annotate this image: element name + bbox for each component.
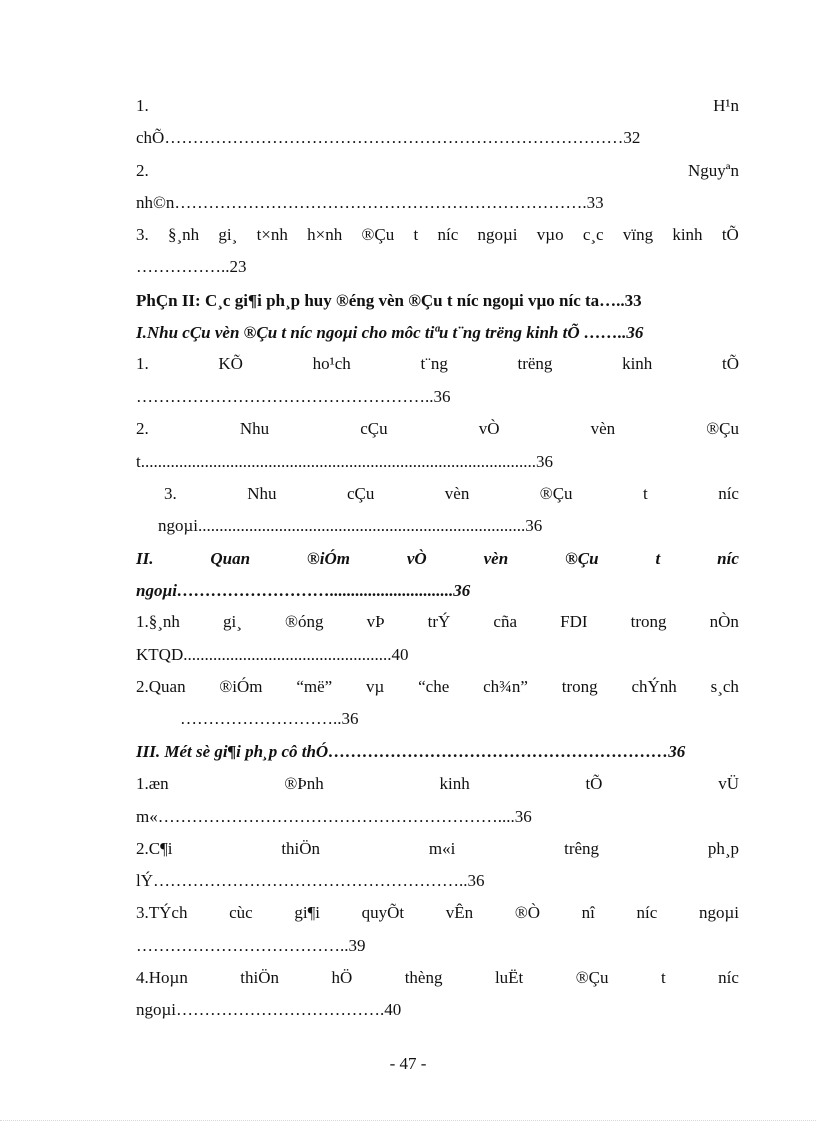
- toc-line: [136, 127, 739, 149]
- toc-line: [136, 902, 739, 924]
- toc-word: trong: [561, 677, 598, 696]
- toc-word: tÕ: [721, 354, 739, 373]
- toc-word: 2.: [136, 419, 149, 438]
- toc-word: nh©n……………………………………………………………….33: [136, 193, 604, 212]
- toc-word: gi¶i: [294, 903, 320, 922]
- toc-word: ®óng: [285, 612, 324, 631]
- toc-word: t: [655, 549, 661, 568]
- toc-word: gi¸: [223, 612, 242, 631]
- toc-word: kinh: [672, 225, 703, 244]
- toc-word: ngoµi: [698, 903, 739, 922]
- toc-word: Nhu: [239, 419, 270, 438]
- toc-line: [164, 483, 739, 505]
- toc-word: níc: [437, 225, 459, 244]
- toc-word: t: [643, 484, 648, 503]
- toc-word: ……………..23: [136, 257, 247, 276]
- toc-line: [136, 224, 739, 246]
- toc-word: thèng: [404, 968, 443, 987]
- toc-word: KTQD.................................................40: [136, 645, 409, 664]
- toc-word: 3.TÝch: [136, 903, 188, 922]
- toc-line: [158, 515, 739, 537]
- toc-word: nÒn: [709, 612, 739, 631]
- toc-word: níc: [636, 903, 658, 922]
- toc-line: [136, 611, 739, 633]
- toc-word: thiÖn: [281, 839, 321, 858]
- toc-line: [136, 741, 739, 763]
- toc-word: ®Çu: [565, 549, 599, 568]
- toc-word: Nguyªn: [688, 161, 739, 180]
- toc-word: vÊn: [445, 903, 474, 922]
- toc-word: luËt: [494, 968, 524, 987]
- toc-line: [136, 451, 739, 473]
- toc-word: h×nh: [307, 225, 343, 244]
- page-bottom-rule: [0, 1120, 816, 1121]
- toc-word: t: [413, 225, 419, 244]
- toc-word: m«……………………………………………………....36: [136, 807, 532, 826]
- toc-line: [136, 353, 739, 375]
- toc-line: [136, 386, 739, 408]
- toc-word: trëng: [517, 354, 553, 373]
- toc-word: vèn: [590, 419, 616, 438]
- toc-word: ®Þnh: [284, 774, 324, 793]
- toc-line: [136, 580, 739, 602]
- toc-word: cña: [493, 612, 518, 631]
- toc-line: [136, 773, 739, 795]
- toc-word: III. Mét sè gi¶i ph¸p cô thÓ……………………………………………………36: [136, 742, 686, 761]
- toc-line: [136, 95, 739, 117]
- toc-word: Quan: [210, 549, 251, 568]
- toc-word: ngoµi……………………….............................36: [136, 581, 471, 600]
- toc-line: [136, 935, 739, 957]
- toc-word: 3.: [164, 484, 177, 503]
- toc-word: II.: [136, 549, 154, 568]
- toc-word: lÝ………………………………………………..36: [136, 871, 485, 890]
- toc-word: ®Çu: [575, 968, 609, 987]
- toc-word: ®Ò: [514, 903, 541, 922]
- page-number: - 47 -: [389, 1054, 427, 1073]
- toc-word: vèn: [483, 549, 509, 568]
- toc-word: tÕ: [721, 225, 739, 244]
- toc-word: chÕ………………………………………………………………………32: [136, 128, 641, 147]
- toc-line: [136, 999, 739, 1021]
- toc-word: thiÖn: [240, 968, 280, 987]
- toc-word: ®Çu: [539, 484, 573, 503]
- toc-word: chÝnh: [631, 677, 677, 696]
- toc-word: H¹n: [713, 96, 739, 115]
- toc-word: níc: [718, 968, 739, 987]
- toc-word: ………………………………..39: [136, 936, 366, 955]
- toc-word: “che: [418, 677, 450, 696]
- toc-word: vµ: [366, 677, 385, 696]
- toc-word: 4.Hoµn: [136, 968, 188, 987]
- toc-word: cùc: [229, 903, 253, 922]
- toc-line: [180, 708, 739, 730]
- toc-word: KÕ: [218, 354, 243, 373]
- toc-word: ®iÓm: [307, 549, 350, 568]
- toc-word: I.Nhu cÇu vèn ®Çu t níc ngoµi cho môc tiªu t¨ng trëng kinh tÕ ……..36: [136, 323, 644, 342]
- toc-word: níc: [718, 484, 739, 503]
- toc-word: ngoµi……………………………….40: [136, 1000, 402, 1020]
- toc-word: kinh: [622, 354, 653, 373]
- toc-word: trÝ: [427, 612, 451, 631]
- toc-word: ngoµi.............................................................................36: [158, 516, 543, 535]
- toc-word: Nhu: [247, 484, 277, 503]
- toc-word: t: [660, 968, 666, 987]
- toc-word: “më”: [296, 677, 333, 696]
- toc-word: vïng: [622, 225, 654, 244]
- toc-word: ……………………………………………..36: [136, 387, 451, 406]
- toc-word: 1.§¸nh: [136, 612, 180, 631]
- toc-word: gi¸: [218, 225, 238, 244]
- toc-word: trong: [630, 612, 667, 631]
- toc-line: [136, 548, 739, 570]
- toc-word: 1.æn: [136, 774, 169, 793]
- toc-word: níc: [717, 549, 739, 568]
- toc-word: 3.: [136, 225, 149, 244]
- toc-word: ®iÓm: [219, 677, 263, 696]
- toc-word: kinh: [439, 774, 470, 793]
- toc-word: ®Çu: [706, 419, 739, 438]
- toc-word: ph¸p: [707, 839, 739, 858]
- toc-line: [136, 676, 739, 698]
- toc-line: [136, 322, 739, 344]
- toc-word: 2.Quan: [136, 677, 186, 696]
- toc-word: vÜ: [718, 774, 739, 793]
- toc-word: §¸nh: [168, 225, 200, 244]
- toc-line: [136, 418, 739, 440]
- toc-word: ………………………..36: [180, 709, 359, 728]
- toc-word: hÖ: [331, 968, 353, 987]
- toc-word: 2.: [136, 161, 149, 180]
- toc-line: [136, 256, 739, 278]
- toc-word: FDI: [560, 612, 588, 631]
- toc-word: s¸ch: [710, 677, 739, 696]
- toc-line: [136, 967, 739, 989]
- toc-word: cÇu: [360, 419, 388, 438]
- toc-line: [136, 290, 739, 312]
- toc-word: cÇu: [346, 484, 375, 503]
- toc-word: t.............................................................................................36: [136, 452, 553, 471]
- toc-word: ngoµi: [477, 225, 518, 244]
- toc-word: PhÇn II: C¸c gi¶i ph¸p huy ®éng vèn ®Çu t níc ngoµi vµo níc ta…..33: [136, 291, 642, 310]
- toc-word: t×nh: [256, 225, 288, 244]
- toc-word: vÒ: [406, 549, 427, 568]
- toc-word: 1.: [136, 354, 149, 373]
- toc-word: vÞ: [366, 612, 385, 631]
- toc-word: 2.C¶i: [136, 839, 173, 858]
- toc-word: quyÕt: [361, 903, 405, 922]
- toc-word: trêng: [564, 839, 600, 858]
- toc-word: ®Çu: [361, 225, 395, 244]
- toc-word: c¸c: [582, 225, 604, 244]
- toc-word: ho¹ch: [312, 354, 351, 373]
- toc-word: vèn: [444, 484, 470, 503]
- toc-word: tÕ: [585, 774, 603, 793]
- toc-line: [136, 870, 739, 892]
- toc-word: m«i: [428, 839, 456, 858]
- toc-line: [136, 192, 739, 214]
- toc-line: [136, 644, 739, 666]
- toc-line: [136, 838, 739, 860]
- toc-word: nî: [581, 903, 595, 922]
- toc-word: vµo: [536, 225, 564, 244]
- toc-line: [136, 160, 739, 182]
- toc-word: vÒ: [478, 419, 500, 438]
- toc-line: [136, 806, 739, 828]
- toc-word: ch¾n”: [483, 677, 528, 696]
- toc-word: 1.: [136, 96, 149, 115]
- toc-word: t¨ng: [420, 354, 448, 373]
